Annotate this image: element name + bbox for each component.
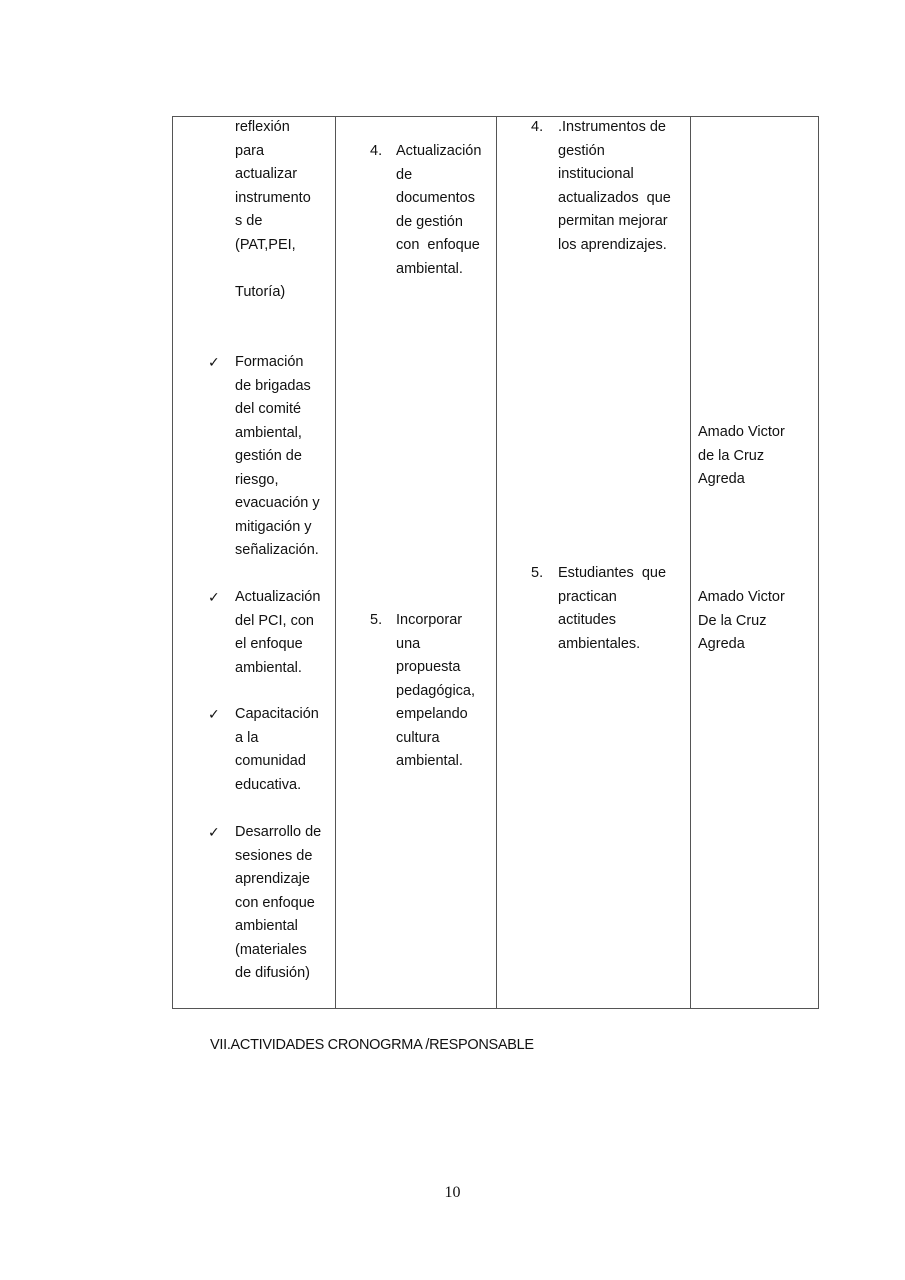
col2-item-5: Incorporar una propuesta pedagógica, empelando cultura ambiental. [396,612,476,769]
col2-item-4: Actualización de documentos de gestión con enfoque ambiental. [396,143,482,277]
column-divider [690,117,691,1008]
section-heading: VII.ACTIVIDADES CRONOGRMA /RESPONSABLE [210,1037,534,1053]
list-number: 5. [370,612,383,628]
column-divider [335,117,336,1008]
col1-bullet-3: Capacitación a la comunidad educativa. [235,706,319,793]
checkmark-icon: ✓ [208,589,220,605]
col1-bullet-1: Formación de brigadas del comité ambiental, gestión de riesgo, evacuación y mitigación y señalización. [235,354,320,558]
col1-bullet-4: Desarrollo de sesiones de aprendizaje con enfoque ambiental (materiales de difusión) [235,824,322,981]
list-number: 5. [531,565,544,581]
checkmark-icon: ✓ [208,824,220,840]
column-divider [496,117,497,1008]
checkmark-icon: ✓ [208,706,220,722]
col1-continuation-text: reflexión para actualizar instrumento s de (PAT,PEI, Tutoría) [235,119,311,300]
col3-item-4: .Instrumentos de gestión institucional actualizados que permitan mejorar los aprendizajes. [558,119,671,253]
col4-responsible-1: Amado Victor de la Cruz Agreda [698,424,785,487]
col3-item-5: Estudiantes que practican actitudes ambientales. [558,565,667,652]
list-number: 4. [370,143,383,159]
col4-responsible-2: Amado Victor De la Cruz Agreda [698,589,785,652]
page-number: 10 [444,1184,461,1201]
list-number: 4. [531,119,544,135]
checkmark-icon: ✓ [208,354,220,370]
col1-bullet-2: Actualización del PCI, con el enfoque ambiental. [235,589,321,676]
